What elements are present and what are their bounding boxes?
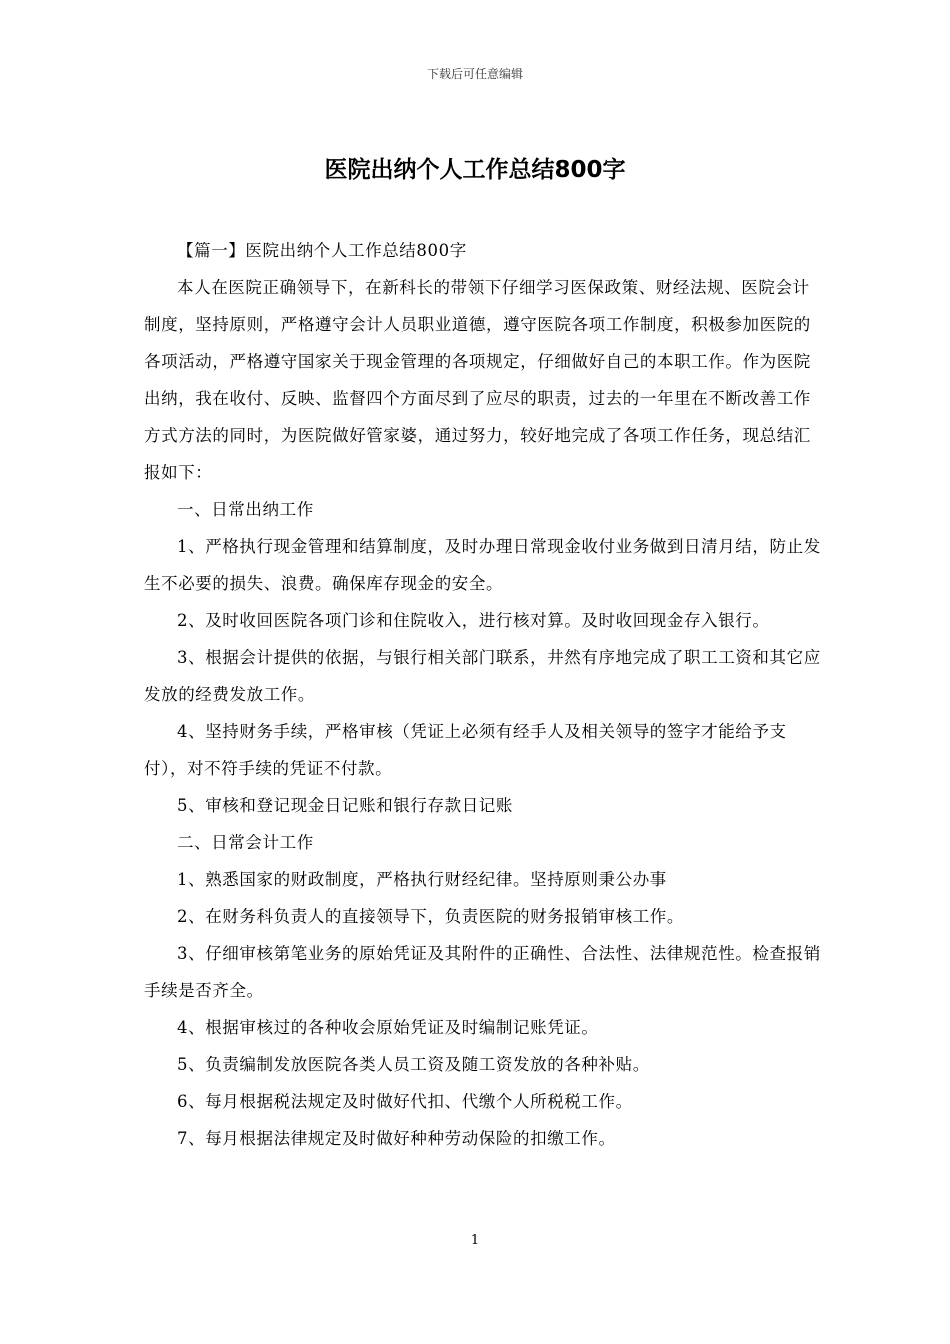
list-item: 6、每月根据税法规定及时做好代扣、代缴个人所税税工作。 <box>177 1092 633 1111</box>
list-item: 1、严格执行现金管理和结算制度，及时办理日常现金收付业务做到日清月结，防止发生不必要的损失、浪费。确保库存现金的安全。 <box>144 537 821 593</box>
subsection-heading: 二、日常会计工作 <box>177 833 314 852</box>
list-item: 4、坚持财务手续，严格审核（凭证上必须有经手人及相关领导的签字才能给予支付），对不符手续的凭证不付款。 <box>144 722 787 778</box>
list-item: 1、熟悉国家的财政制度，严格执行财经纪律。坚持原则秉公办事 <box>177 870 667 889</box>
page-number: 1 <box>470 1233 480 1248</box>
section-heading: 【篇一】医院出纳个人工作总结800字 <box>177 241 467 260</box>
list-item: 4、根据审核过的各种收会原始凭证及时编制记账凭证。 <box>177 1018 599 1037</box>
list-item: 5、负责编制发放医院各类人员工资及随工资发放的各种补贴。 <box>177 1055 650 1074</box>
document-title: 医院出纳个人工作总结800字 <box>324 157 626 183</box>
list-item: 5、审核和登记现金日记账和银行存款日记账 <box>177 796 513 815</box>
list-item: 3、根据会计提供的依据，与银行相关部门联系，井然有序地完成了职工工资和其它应发放的经费发放工作。 <box>144 648 821 704</box>
list-item: 3、仔细审核第笔业务的原始凭证及其附件的正确性、合法性、法律规范性。检查报销手续是否齐全。 <box>144 944 821 1000</box>
paragraph: 本人在医院正确领导下，在新科长的带领下仔细学习医保政策、财经法规、医院会计制度，坚持原则，严格遵守会计人员职业道德，遵守医院各项工作制度，积极参加医院的各项活动，严格遵守国家关于现金管理的各项规定，仔细做好自己的本职工作。作为医院出纳，我在收付、反映、监督四个方面尽到了应尽的职责，过去的一年里在不断改善工作方式方法的同时，为医院做好管家婆，通过努力，较好地完成了各项工作任务，现总结汇报如下： <box>144 278 811 482</box>
header-note: 下载后可任意编辑 <box>426 67 523 81</box>
list-item: 2、在财务科负责人的直接领导下，负责医院的财务报销审核工作。 <box>177 907 684 926</box>
document-body <box>144 232 824 1157</box>
list-item: 2、及时收回医院各项门诊和住院收入，进行核对算。及时收回现金存入银行。 <box>177 611 770 630</box>
list-item: 7、每月根据法律规定及时做好种种劳动保险的扣缴工作。 <box>177 1129 616 1148</box>
subsection-heading: 一、日常出纳工作 <box>177 500 314 519</box>
